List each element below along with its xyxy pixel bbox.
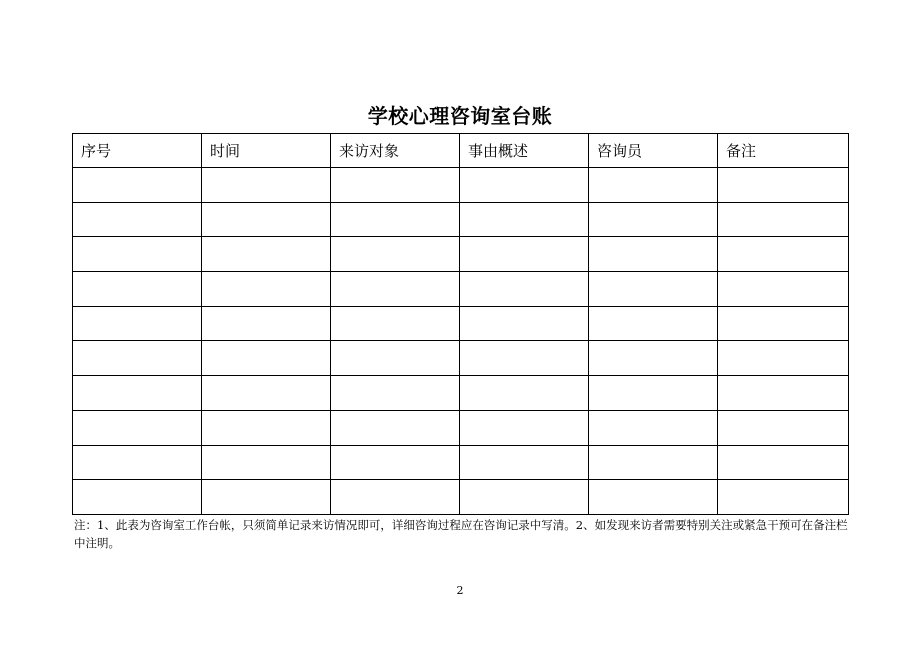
table-body (73, 168, 849, 515)
table-row (73, 341, 849, 376)
table-row (73, 202, 849, 237)
table-cell (202, 237, 331, 272)
column-header-reason: 事由概述 (460, 134, 589, 168)
table-cell (331, 237, 460, 272)
column-header-visitor: 来访对象 (331, 134, 460, 168)
table-row (73, 376, 849, 411)
table-cell (589, 480, 718, 515)
table-cell (460, 202, 589, 237)
table-cell (331, 272, 460, 307)
table-cell (589, 306, 718, 341)
table-cell (331, 168, 460, 203)
column-header-remarks: 备注 (718, 134, 849, 168)
table-cell (331, 202, 460, 237)
table-row (73, 410, 849, 445)
table-cell (589, 341, 718, 376)
column-header-time: 时间 (202, 134, 331, 168)
table-cell (202, 341, 331, 376)
table-cell (73, 306, 202, 341)
table-cell (589, 410, 718, 445)
table-cell (589, 168, 718, 203)
table-cell (331, 410, 460, 445)
table-cell (718, 376, 849, 411)
table-row (73, 306, 849, 341)
table-cell (718, 480, 849, 515)
table-cell (589, 237, 718, 272)
table-cell (73, 202, 202, 237)
table-cell (460, 306, 589, 341)
table-cell (73, 237, 202, 272)
table-cell (73, 376, 202, 411)
table-cell (202, 306, 331, 341)
table-cell (202, 445, 331, 480)
table-cell (718, 410, 849, 445)
table-row (73, 168, 849, 203)
table-cell (589, 202, 718, 237)
table-cell (73, 410, 202, 445)
table-cell (202, 168, 331, 203)
table-row (73, 272, 849, 307)
table-cell (331, 480, 460, 515)
table-cell (589, 445, 718, 480)
counseling-ledger-table (72, 133, 849, 515)
table-cell (331, 306, 460, 341)
table-cell (73, 272, 202, 307)
document-title: 学校心理咨询室台账 (367, 104, 553, 128)
table-row (73, 445, 849, 480)
table-cell (73, 341, 202, 376)
table-cell (718, 445, 849, 480)
table-cell (460, 168, 589, 203)
table-cell (73, 168, 202, 203)
table-cell (460, 237, 589, 272)
page-number: 2 (456, 584, 464, 597)
table-cell (718, 272, 849, 307)
table-cell (73, 480, 202, 515)
table-cell (202, 410, 331, 445)
table-cell (589, 376, 718, 411)
table-cell (718, 237, 849, 272)
table-cell (331, 376, 460, 411)
column-header-counselor: 咨询员 (589, 134, 718, 168)
table-row (73, 237, 849, 272)
table-cell (589, 272, 718, 307)
table-cell (202, 376, 331, 411)
table-cell (202, 480, 331, 515)
table-cell (460, 480, 589, 515)
table-cell (718, 341, 849, 376)
table-cell (718, 306, 849, 341)
table-cell (718, 168, 849, 203)
table-cell (460, 376, 589, 411)
table-cell (460, 410, 589, 445)
table-header-row (73, 134, 849, 168)
table-cell (331, 341, 460, 376)
table-cell (460, 272, 589, 307)
table-cell (460, 445, 589, 480)
table-cell (202, 272, 331, 307)
table-cell (460, 341, 589, 376)
column-header-index: 序号 (73, 134, 202, 168)
table-cell (202, 202, 331, 237)
footnote: 注：1、此表为咨询室工作台帐，只须简单记录来访情况即可，详细咨询过程应在咨询记录中写清。2、如发现来访者需要特别关注或紧急干预可在备注栏中注明。 (74, 518, 848, 550)
table-cell (718, 202, 849, 237)
table-cell (331, 445, 460, 480)
table-cell (73, 445, 202, 480)
table-row (73, 480, 849, 515)
